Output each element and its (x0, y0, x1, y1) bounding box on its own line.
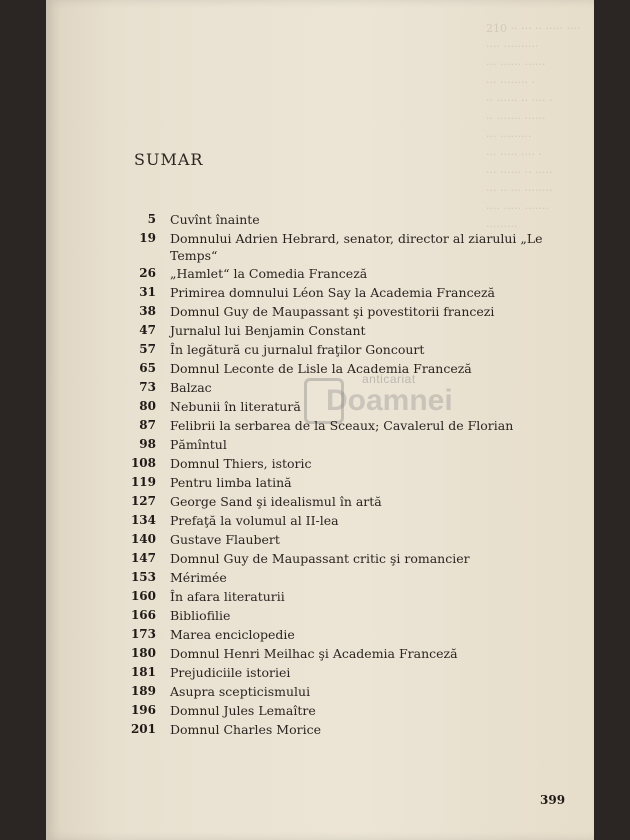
toc-entry-page: 166 (130, 608, 156, 622)
toc-entry-title: În legătură cu jurnalul fraţilor Goncourt (170, 342, 425, 357)
table-of-contents (96, 210, 576, 739)
toc-entry-page: 189 (130, 684, 156, 698)
toc-entry-title: Marea enciclopedie (170, 627, 295, 642)
toc-entry-page: 57 (139, 342, 156, 356)
toc-entry-title: Domnul Guy de Maupassant şi povestitorii francezi (170, 304, 495, 319)
toc-entry-title: În afara literaturii (170, 589, 285, 604)
toc-entry-page: 108 (130, 456, 156, 470)
toc-entry-title: Domnul Thiers, istoric (170, 456, 312, 471)
toc-entry (96, 530, 576, 549)
toc-entry-title: Gustave Flaubert (170, 532, 280, 547)
toc-entry (96, 454, 576, 473)
toc-entry (96, 210, 576, 229)
toc-entry-page: 98 (139, 437, 156, 451)
toc-entry (96, 378, 576, 397)
toc-entry-page: 196 (130, 703, 156, 717)
toc-entry (96, 587, 576, 606)
toc-entry (96, 264, 576, 283)
toc-entry-page: 160 (130, 589, 156, 603)
toc-entry (96, 663, 576, 682)
toc-entry-title: Jurnalul lui Benjamin Constant (170, 323, 366, 338)
toc-entry-title: Domnul Jules Lemaître (170, 703, 316, 718)
toc-entry-page: 127 (130, 494, 156, 508)
toc-entry (96, 701, 576, 720)
toc-entry-page: 73 (139, 380, 156, 394)
toc-entry (96, 340, 576, 359)
toc-entry (96, 302, 576, 321)
toc-entry (96, 359, 576, 378)
toc-entry-title: Domnul Guy de Maupassant critic şi romancier (170, 551, 470, 566)
toc-entry-page: 181 (130, 665, 156, 679)
toc-entry (96, 511, 576, 530)
toc-entry-title: Domnul Leconte de Lisle la Academia Franceză (170, 361, 472, 376)
toc-entry (96, 682, 576, 701)
toc-entry-title: Nebunii în literatură (170, 399, 301, 414)
toc-entry-title: Pentru limba latină (170, 475, 292, 490)
toc-entry (96, 549, 576, 568)
toc-entry-title: Asupra scepticismului (170, 684, 311, 699)
toc-entry-title: Cuvînt înainte (170, 212, 260, 227)
toc-entry-page: 31 (139, 285, 156, 299)
toc-entry-page: 147 (130, 551, 156, 565)
toc-entry-title: Felibrii la serbarea de la Sceaux; Cavalerul de Florian (170, 418, 514, 433)
toc-entry (96, 321, 576, 340)
page-title: SUMAR (134, 150, 204, 169)
watermark-brand-text: Doamnei (326, 384, 453, 417)
toc-entry (96, 229, 576, 264)
toc-entry (96, 435, 576, 454)
toc-entry-title: Domnul Charles Morice (170, 722, 321, 737)
toc-entry-page: 134 (130, 513, 156, 527)
bleed-through-text: 210 ·· ··· ·· ····· ···· ···· ·········· ··· ······ ······ ··· ········ · ·· ······ ·· ···· · ·· ······· ······ ··· ········· ··· ····· ···· · ··· ······ ·· ····· ··· ·· ··· ········ ···· ····· ······· ········· (486, 22, 581, 233)
toc-entry-page: 201 (130, 722, 156, 736)
toc-entry-title: Pămîntul (170, 437, 227, 452)
toc-entry (96, 283, 576, 302)
watermark-small-text: anticariat (362, 372, 416, 386)
toc-entry (96, 397, 576, 416)
toc-entry-title: Prefaţă la volumul al II-lea (170, 513, 339, 528)
toc-entry-title: „Hamlet“ la Comedia Franceză (170, 266, 368, 281)
book-page (46, 0, 594, 840)
toc-entry-page: 47 (139, 323, 156, 337)
toc-entry (96, 473, 576, 492)
toc-entry-page: 26 (139, 266, 156, 280)
toc-entry-title: George Sand şi idealismul în artă (170, 494, 382, 509)
toc-entry-title: Domnul Henri Meilhac şi Academia Franceză (170, 646, 458, 661)
toc-entry-page: 38 (139, 304, 156, 318)
toc-entry-page: 180 (130, 646, 156, 660)
toc-entry-page: 153 (130, 570, 156, 584)
toc-entry (96, 625, 576, 644)
toc-entry-title: Balzac (170, 380, 212, 395)
toc-entry-title: Bibliofilie (170, 608, 231, 623)
toc-entry-page: 140 (130, 532, 156, 546)
toc-entry-title: Mérimée (170, 570, 227, 585)
toc-entry (96, 644, 576, 663)
toc-entry (96, 720, 576, 739)
toc-entry-title: Primirea domnului Léon Say la Academia Franceză (170, 285, 495, 300)
toc-entry (96, 606, 576, 625)
toc-entry-page: 173 (130, 627, 156, 641)
toc-entry-page: 119 (130, 475, 156, 489)
toc-entry-page: 5 (147, 212, 156, 226)
toc-entry-page: 80 (139, 399, 156, 413)
toc-entry-title: Prejudiciile istoriei (170, 665, 291, 680)
toc-entry (96, 416, 576, 435)
toc-entry (96, 568, 576, 587)
toc-entry-page: 65 (139, 361, 156, 375)
toc-entry-page: 87 (139, 418, 156, 432)
toc-entry-title: Domnului Adrien Hebrard, senator, director al ziarului „Le Temps“ (170, 231, 543, 263)
toc-entry-page: 19 (139, 231, 156, 245)
toc-entry (96, 492, 576, 511)
page-number: 399 (540, 793, 566, 807)
